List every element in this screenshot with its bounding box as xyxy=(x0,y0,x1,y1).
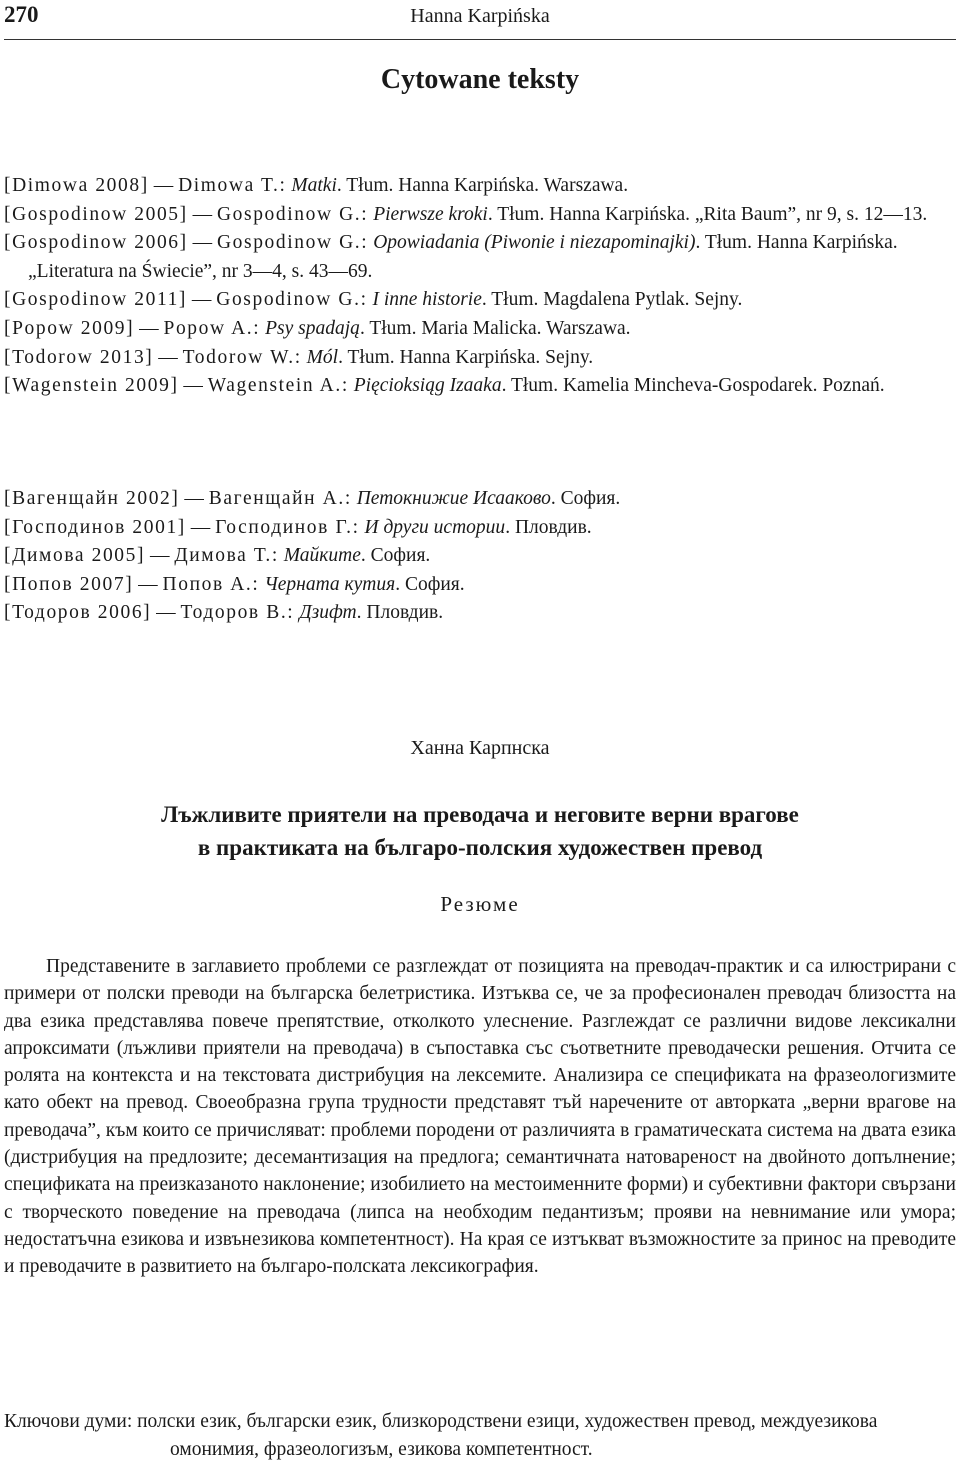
bib-author: Dimowa T.: xyxy=(178,175,287,196)
keywords xyxy=(4,1408,956,1464)
bib-title: Mól xyxy=(306,346,339,368)
keywords-label: Ключови думи: xyxy=(4,1411,133,1432)
bib-author: Gospodinow G.: xyxy=(216,232,369,254)
bib-author: Popow A.: xyxy=(163,317,261,339)
bib-title: Петокнижие Исааково xyxy=(356,488,551,509)
bib-rest: . Tłum. Hanna Karpińska. Warszawa. xyxy=(336,175,629,196)
article-title-line-2: в практиката на българо-полския художествен превод xyxy=(197,835,763,860)
bib-title: Opowiadania (Piwonie i niezapominajki) xyxy=(373,232,696,254)
bib-rest: . Пловдив. xyxy=(505,516,592,538)
section-title: Cytowane teksty xyxy=(380,64,580,95)
bib-rest: . София. xyxy=(395,573,465,595)
bib-rest: . Tłum. Hanna Karpińska. „Literatura na Świecie”, nr 3—4, s. 43—69. xyxy=(28,232,898,282)
page-number: 270 xyxy=(4,2,39,27)
bib-title: Psy spadają xyxy=(265,317,360,339)
bib-entry: [Господинов 2001] — Господинов Г.: И други истории. Пловдив. xyxy=(4,516,592,538)
keywords-list: полски език, български език, близкородствени езици, художествен превод, междуезикова омонимия, фразеологизъм, езикова компетентност. xyxy=(137,1411,878,1460)
article-title-line-1: Лъжливите приятели на преводача и неговите верни врагове xyxy=(161,802,799,827)
bib-title: Дзифт xyxy=(299,602,357,624)
bib-rest: . Tłum. Maria Malicka. Warszawa. xyxy=(359,317,631,339)
bibliography-bulgarian xyxy=(4,485,956,628)
bib-entry: [Димова 2005] — Димова Т.: Майките. София. xyxy=(4,545,431,567)
bib-entry: [Wagenstein 2009] — Wagenstein A.: Pięcioksiąg Izaaka. Tłum. Kamelia Mincheva-Gospodarek. Poznań. xyxy=(4,375,885,397)
summary-abstract xyxy=(4,953,956,1281)
bib-author: Gospodinow G.: xyxy=(216,203,369,225)
bib-key: [Димова 2005] xyxy=(4,545,146,567)
bib-title: Pięcioksiąg Izaaka xyxy=(353,375,502,397)
bib-key: [Popow 2009] xyxy=(4,317,135,339)
bib-key: [Dimowa 2008] xyxy=(4,175,149,196)
bib-author: Тодоров В.: xyxy=(180,602,295,624)
page-header xyxy=(0,0,960,42)
bib-entry: [Dimowa 2008] — Dimowa T.: Matki. Tłum. Hanna Karpińska. Warszawa. xyxy=(4,175,629,196)
bib-key: [Попов 2007] xyxy=(4,573,134,595)
bib-key: [Тодоров 2006] xyxy=(4,602,152,624)
bib-author: Господинов Г.: xyxy=(215,516,360,538)
bib-rest: . Tłum. Kamelia Mincheva-Gospodarek. Poznań. xyxy=(501,375,885,397)
keywords-paragraph xyxy=(4,1408,956,1464)
bib-entry: [Тодоров 2006] — Тодоров В.: Дзифт. Пловдив. xyxy=(4,602,444,624)
bib-entry: [Вагенщайн 2002] — Вагенщайн А.: Петокнижие Исааково. София. xyxy=(4,488,621,509)
bib-rest: . Tłum. Hanna Karpińska. Sejny. xyxy=(338,346,594,368)
bib-rest: . Пловдив. xyxy=(356,602,444,624)
bib-rest: . София. xyxy=(360,545,431,567)
bib-entry: [Gospodinow 2005] — Gospodinow G.: Pierwsze kroki. Tłum. Hanna Karpińska. „Rita Baum”, nr 9, s. 12—13. xyxy=(4,203,928,225)
bib-key: [Gospodinow 2005] xyxy=(4,203,188,225)
bib-author: Вагенщайн А.: xyxy=(208,488,352,509)
bib-rest: . Tłum. Magdalena Pytlak. Sejny. xyxy=(481,289,743,311)
bib-rest: . София. xyxy=(550,488,621,509)
bib-entry: [Gospodinow 2011] — Gospodinow G.: I inne historie. Tłum. Magdalena Pytlak. Sejny. xyxy=(4,289,743,311)
bibliography-polish xyxy=(4,172,956,401)
bib-entry: [Gospodinow 2006] — Gospodinow G.: Opowiadania (Piwonie i niezapominajki). Tłum. Hanna Karpińska. „Literatura na Świecie”, nr 3—4, s. 43—69. xyxy=(4,232,898,282)
bib-title: Pierwsze kroki xyxy=(373,203,488,225)
bib-title: Черната кутия xyxy=(264,573,396,595)
bib-key: [Wagenstein 2009] xyxy=(4,375,179,397)
summary-author: Ханна Карпнска xyxy=(410,737,550,759)
running-head: Hanna Karpińska xyxy=(410,5,550,27)
bib-key: [Gospodinow 2006] xyxy=(4,232,188,254)
bib-author: Gospodinow G.: xyxy=(216,289,368,311)
bib-title: I inne historie xyxy=(372,289,482,311)
bib-author: Todorow W.: xyxy=(182,346,302,368)
bib-title: Майките xyxy=(283,545,361,567)
bib-key: [Вагенщайн 2002] xyxy=(4,488,180,509)
bib-title: И други истории xyxy=(364,516,506,538)
bib-author: Попов А.: xyxy=(162,573,260,595)
bib-key: [Господинов 2001] xyxy=(4,516,186,538)
bib-key: [Todorow 2013] xyxy=(4,346,154,368)
bib-entry: [Todorow 2013] — Todorow W.: Mól. Tłum. Hanna Karpińska. Sejny. xyxy=(4,346,594,368)
summary-heading: Резюме xyxy=(440,892,520,916)
bib-rest: . Tłum. Hanna Karpińska. „Rita Baum”, nr 9, s. 12—13. xyxy=(487,203,928,225)
bib-title: Matki xyxy=(291,175,337,196)
bib-entry: [Popow 2009] — Popow A.: Psy spadają. Tłum. Maria Malicka. Warszawa. xyxy=(4,317,631,339)
bib-author: Димова Т.: xyxy=(174,545,279,567)
bib-author: Wagenstein A.: xyxy=(207,375,349,397)
bib-entry: [Попов 2007] — Попов А.: Черната кутия. София. xyxy=(4,573,465,595)
abstract-paragraph: Представените в заглавието проблеми се разглеждат от позицията на преводач-практик и са илюстрирани с примери от полски преводи на българска белетристика. Изтъква се, че за професионален преводач близостта на два езика представлява повече препятствие, отколкото улеснение. Разглеждат се различни видове лексикални апроксимати (лъжливи приятели на преводача) в съпоставка със съответните преводачески решения. Отчита се ролята на контекста и на текстовата дистрибуция на лексемите. Анализира се спецификата на фразеологизмите като обект на превод. Своеобразна група трудности представят тъй наречените от авторката „верни врагове на преводача”, към които се причисляват: проблеми породени от различията в граматическата система на двата езика (дистрибуция на предлозите; десемантизация на предлога; семантичната натовареност на двойното допълнение; спецификата на преизказаното наклонение; изобилието на местоименните форми) и субективни фактори свързани с творческото поведение на преводача (липса на необходим педантизъм; прояви на невнимание или умора; недостатъчна езикова и извънезикова компетентност). На края се изтъкват възможностите за принос на преводите и преводачите в развитието на българо-полската лексикография. xyxy=(4,956,956,1278)
bib-key: [Gospodinow 2011] xyxy=(4,289,188,311)
article-title xyxy=(60,798,900,864)
header-rule xyxy=(4,39,956,40)
